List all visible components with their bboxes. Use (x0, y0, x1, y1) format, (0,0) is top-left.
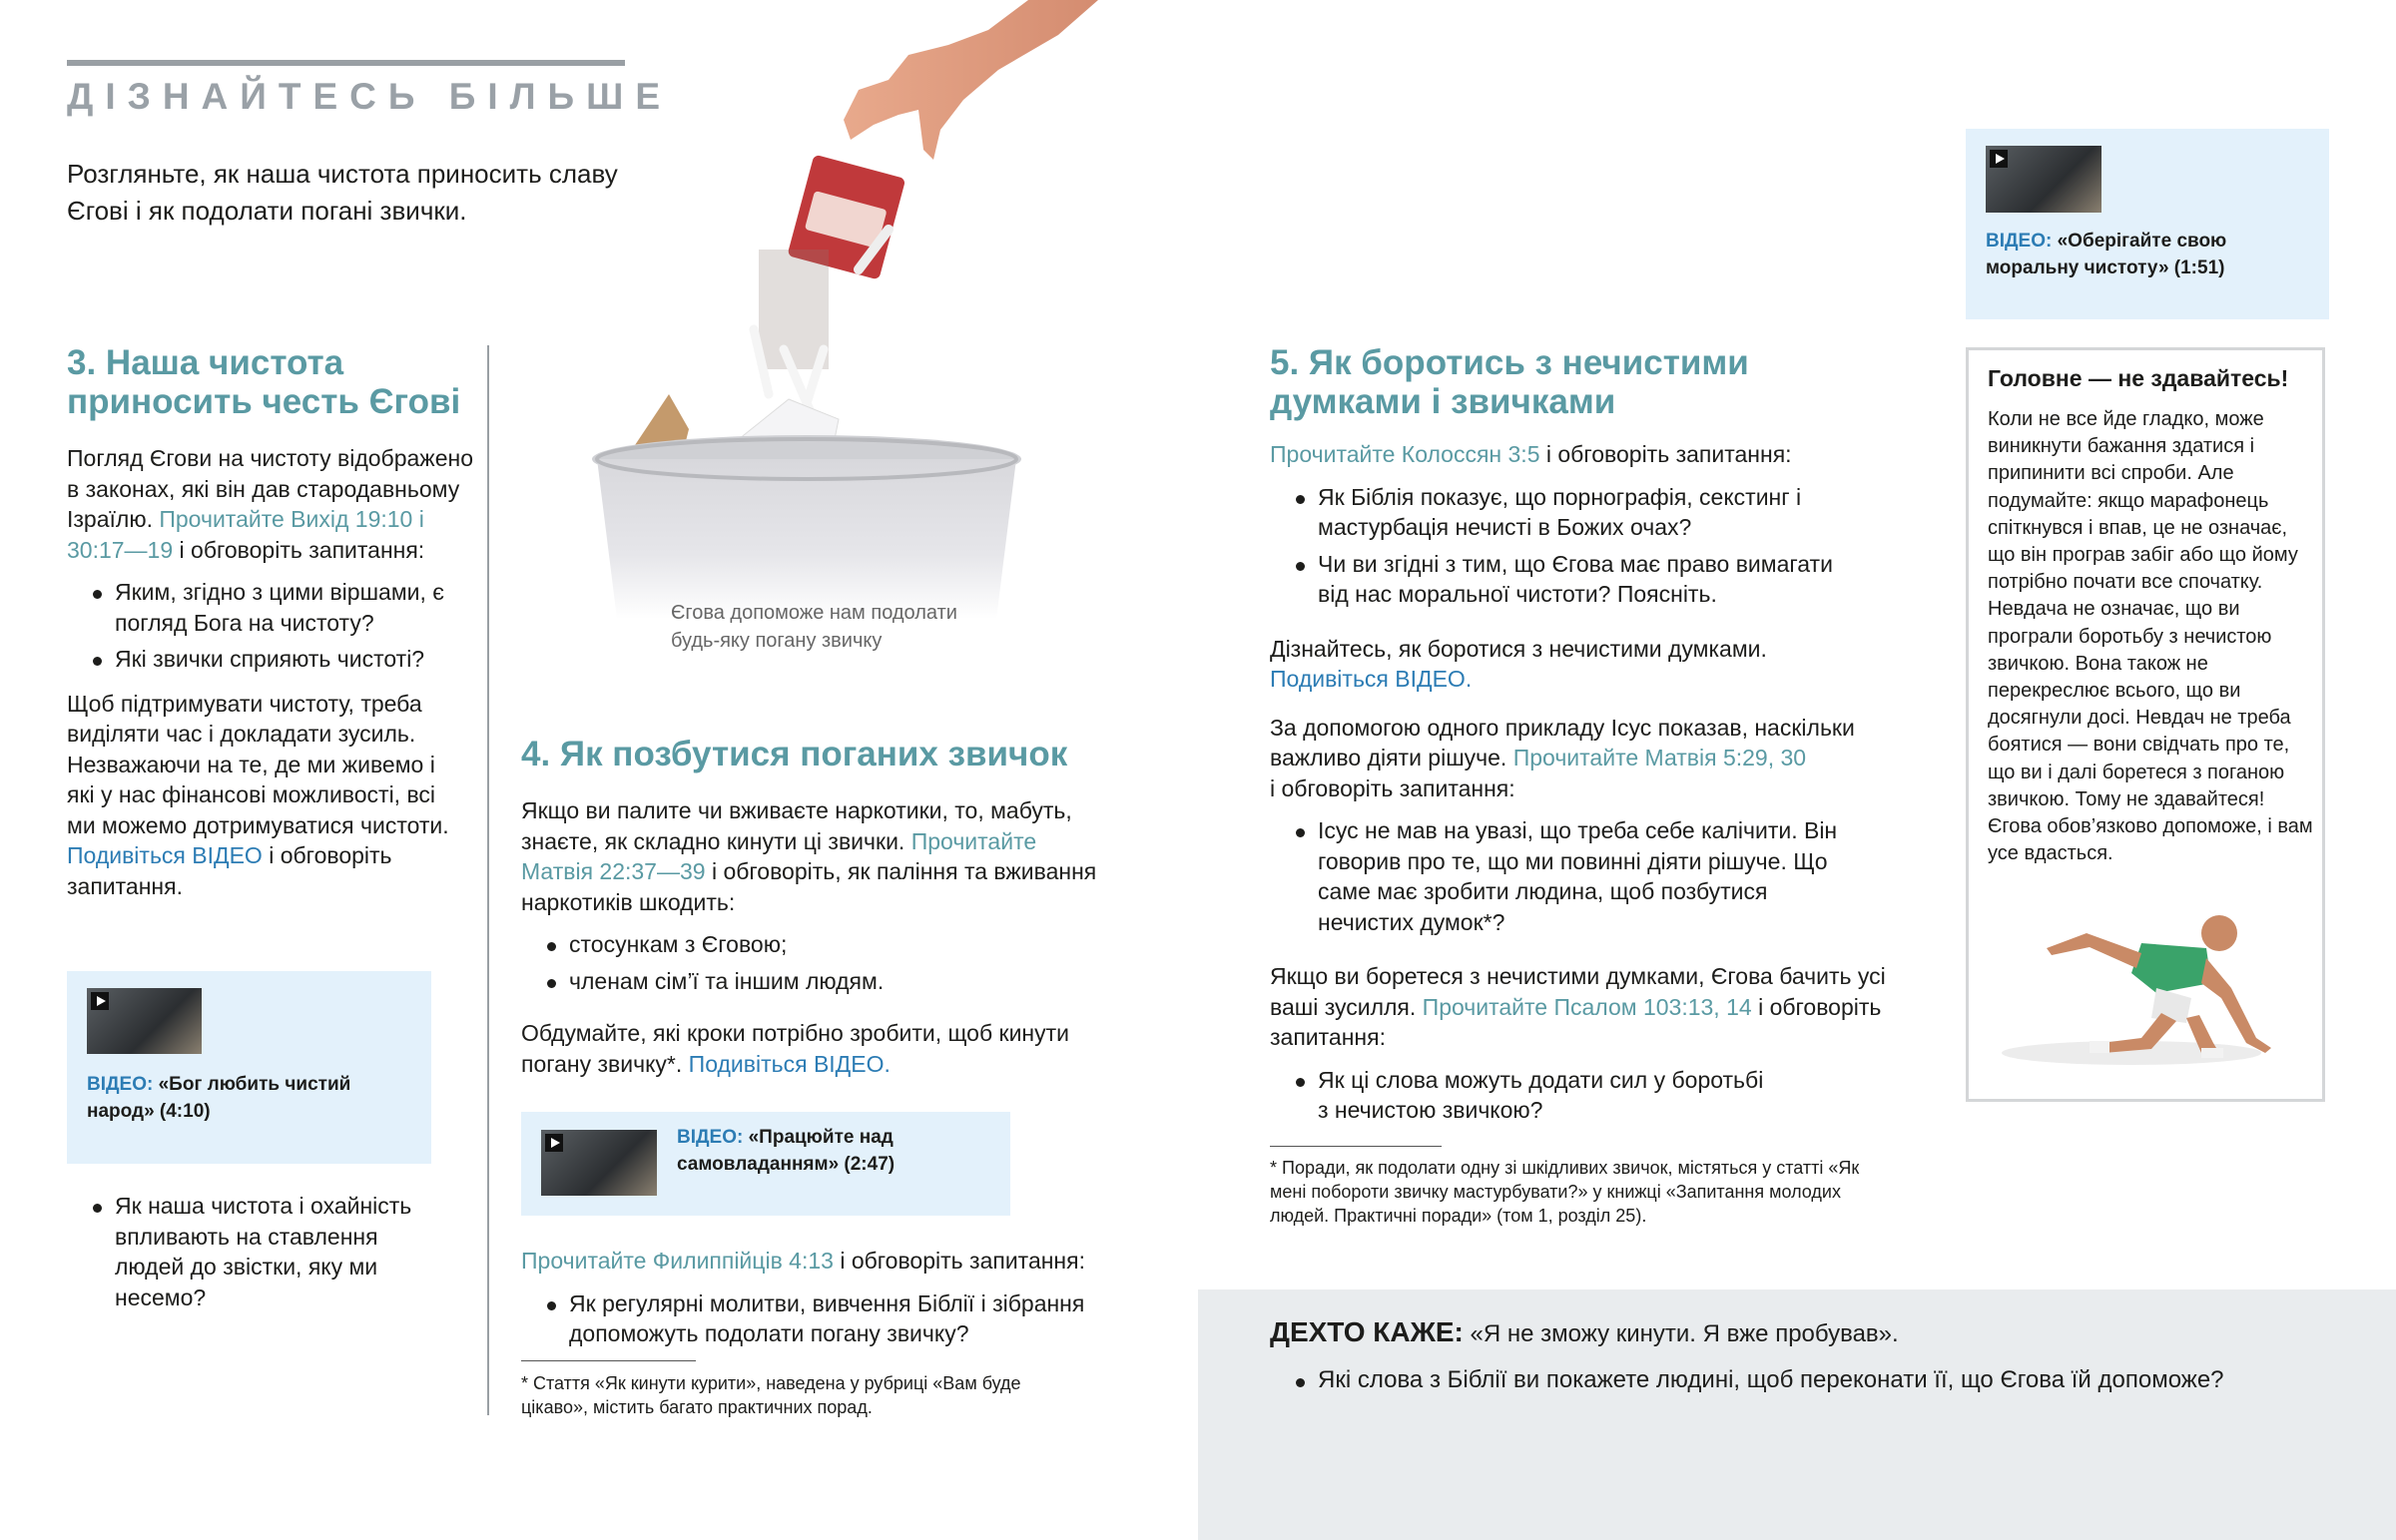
footnote-rule (1270, 1146, 1442, 1147)
section-4 (521, 735, 1100, 1079)
section-5-paragraph (1270, 439, 1929, 470)
text: Щоб підтримувати чистоту, треба виділяти час і докладати зусиль. Незважаючи на те, де ми живемо і які у нас фінансові можливості, всі ми можемо дотримуватися чистоти. (67, 690, 449, 838)
question-item: Як ці слова можуть додати сил у боротьбі з нечистою звичкою? (1270, 1065, 1769, 1126)
section-4-continued (521, 1246, 1120, 1349)
scripture-link[interactable]: Прочитайте Вихід 19:10 і 30:17—19 (67, 506, 424, 563)
text: і обговоріть запитання: (173, 536, 425, 563)
text: і обговоріть запитання: (1270, 993, 1882, 1050)
video-box-self-control[interactable] (521, 1112, 1010, 1216)
question-list (521, 1288, 1120, 1349)
heading-line: 3. Наша чистота (67, 343, 344, 382)
video-title: «Оберігайте свою моральну чистоту» (1:51) (1986, 231, 2227, 278)
video-thumbnail[interactable] (541, 1130, 657, 1196)
some-say-quote (1270, 1317, 2368, 1350)
video-caption (1986, 228, 2305, 281)
video-label: ВІДЕО: (677, 1127, 744, 1148)
play-icon[interactable] (1990, 150, 2008, 168)
text: і обговоріть запитання: (833, 1248, 1085, 1274)
runner-illustration (1992, 903, 2281, 1073)
video-label: ВІДЕО: (1986, 231, 2053, 252)
heading-line: приносить честь Єгові (67, 382, 461, 421)
scripture-link[interactable]: Прочитайте Матвія 22:37—39 (521, 827, 1037, 884)
question-list (67, 577, 486, 675)
text: Обдумайте, які кроки потрібно зробити, щоб кинути погану звичку*. (521, 1020, 1070, 1077)
section-4-heading: 4. Як позбутися поганих звичок (521, 735, 1068, 773)
scripture-link[interactable]: Прочитайте Матвія 5:29, 30 (1512, 745, 1807, 770)
footnote: * Поради, як подолати одну зі шкідливих звичок, містяться у статті «Як мені побороти звичку мастурбувати?» у книжці «Запитання молодих людей. Практичні поради» (том 1, розділ 25). (1270, 1158, 1860, 1226)
trash-can-illustration (589, 0, 1128, 619)
section-4-paragraph-2 (521, 1018, 1100, 1079)
final-question-list (67, 1191, 446, 1312)
question-item: Які звички сприяють чистоті? (67, 644, 486, 675)
some-say-label: ДЕХТО КАЖЕ: (1270, 1316, 1464, 1347)
video-title: «Працюйте над самовладанням» (2:47) (677, 1127, 896, 1175)
section-4-paragraph-3 (521, 1246, 1120, 1277)
scripture-link[interactable]: Прочитайте Колоссян 3:5 (1270, 441, 1540, 467)
header-rule (67, 60, 625, 66)
scripture-link[interactable]: Прочитайте Псалом 103:13, 14 (1422, 993, 1752, 1020)
some-say-text: «Я не зможу кинути. Я вже пробував». (1463, 1320, 1899, 1347)
video-link[interactable]: Подивіться ВІДЕО (67, 842, 263, 868)
video-link[interactable]: Подивіться ВІДЕО. (688, 1050, 891, 1077)
video-box-moral-cleanness[interactable] (1966, 129, 2329, 319)
section-3 (67, 343, 486, 901)
question-item: Ісус не мав на увазі, що треба себе калічити. Він говорив про те, що ми повинні діяти рішуче. Що саме має зробити людина, щоб позбутися нечистих думок*? (1270, 815, 1849, 937)
column-divider (487, 345, 489, 1415)
question-item: Як наша чистота і охайність впливають на ставлення людей до звістки, яку ми несемо? (67, 1191, 446, 1312)
video-caption (677, 1124, 966, 1178)
section-5 (1270, 343, 1929, 1126)
box-title: Головне — не здавайтесь! (1988, 365, 2289, 391)
image-caption (671, 599, 970, 655)
question-list (1270, 815, 1849, 937)
some-say-question-list (1270, 1365, 2368, 1396)
question-item: Чи ви згідні з тим, що Єгова має право вимагати від нас моральної чистоти? Поясніть. (1270, 549, 1869, 610)
text: і обговоріть запитання: (1270, 774, 1515, 801)
video-caption (87, 1071, 406, 1125)
harms-list (521, 929, 1100, 996)
video-label: ВІДЕО: (87, 1074, 154, 1095)
footnote: * Стаття «Як кинути курити», наведена у рубриці «Вам буде цікаво», містить багато практичних порад. (521, 1373, 1021, 1417)
section-3-heading (67, 343, 486, 421)
question-item: Як Біблія показує, що порнографія, секстинг і мастурбація нечисті в Божих очах? (1270, 482, 1869, 543)
question-item: Які слова з Біблії ви покажете людині, щоб переконати її, що Єгова їй допоможе? (1270, 1365, 2368, 1396)
video-box-god-loves-clean[interactable] (67, 971, 431, 1164)
heading-line: 5. Як боротись з нечистими (1270, 343, 1749, 382)
video-title: «Бог любить чистий народ» (4:10) (87, 1074, 351, 1122)
question-item: Яким, згідно з цими віршами, є погляд Бога на чистоту? (67, 577, 486, 638)
question-list (1270, 482, 1869, 610)
section-5-paragraph-4 (1270, 961, 1919, 1053)
text: і обговоріть запитання: (1539, 441, 1792, 467)
intro-text: Розгляньте, як наша чистота приносить славу Єгові і як подолати погані звички. (67, 159, 618, 226)
scripture-link[interactable]: Прочитайте Филиппійців 4:13 (521, 1248, 834, 1274)
box-text: Коли не все йде гладко, може виникнути бажання здатися і припинити всі спроби. Але подумайте: якщо марафонець спіткнувся і впав, це не означає, що він програв забіг або що йому потрібно почати все спочатку. Невдача не означає, що ви програли боротьбу з нечистою звичкою. Вона також не перекреслює всього, що ви досягнули досі. Невдач не треба боятися — вони свідчать про те, що ви і далі боретеся з поганою звичкою. Тому не здавайтеся! Єгова обов’язково допоможе, і вам усе вдасться. (1988, 408, 2313, 865)
play-icon[interactable] (91, 992, 109, 1010)
footnote-rule (521, 1360, 696, 1361)
play-icon[interactable] (545, 1134, 563, 1152)
question-list (1270, 1065, 1769, 1126)
section-5-heading (1270, 343, 1929, 421)
video-thumbnail[interactable] (87, 988, 202, 1054)
section-3-paragraph (67, 443, 486, 565)
page-title: ДІЗНАЙТЕСЬ БІЛЬШЕ (67, 76, 673, 117)
hand-shape (844, 0, 1098, 160)
section-5-paragraph-3 (1270, 713, 1919, 804)
harm-item: членам сім’ї та іншим людям. (521, 966, 1100, 997)
section-3-paragraph-2 (67, 689, 456, 902)
caption-line: будь-яку погану звичку (671, 630, 883, 652)
text: Погляд Єгови на чистоту відображено в законах, які він дав стародавньому Ізраїлю. (67, 445, 473, 532)
text: Якщо ви палите чи вживаєте наркотики, то, мабуть, знаєте, як складно кинути ці звички. (521, 797, 1072, 854)
video-thumbnail[interactable] (1986, 146, 2101, 213)
text: і обговоріть запитання. (67, 842, 392, 899)
text: і обговоріть, як паління та вживання наркотиків шкодить: (521, 858, 1097, 915)
harm-item: стосункам з Єговою; (521, 929, 1100, 960)
section-4-paragraph (521, 795, 1100, 917)
question-item: Як регулярні молитви, вивчення Біблії і зібрання допоможуть подолати погану звичку? (521, 1288, 1120, 1349)
heading-line: думками і звичками (1270, 382, 1616, 421)
caption-line: Єгова допоможе нам подолати (671, 602, 957, 624)
section-5-paragraph-2 (1270, 634, 1929, 695)
text: За допомогою одного прикладу Ісус показав, наскільки важливо діяти рішуче. (1270, 714, 1855, 770)
text: Дізнайтесь, як боротися з нечистими думками. (1270, 635, 1767, 662)
text: Якщо ви боретеся з нечистими думками, Єгова бачить усі ваші зусилля. (1270, 963, 1886, 1020)
video-link[interactable]: Подивіться ВІДЕО. (1270, 666, 1473, 692)
